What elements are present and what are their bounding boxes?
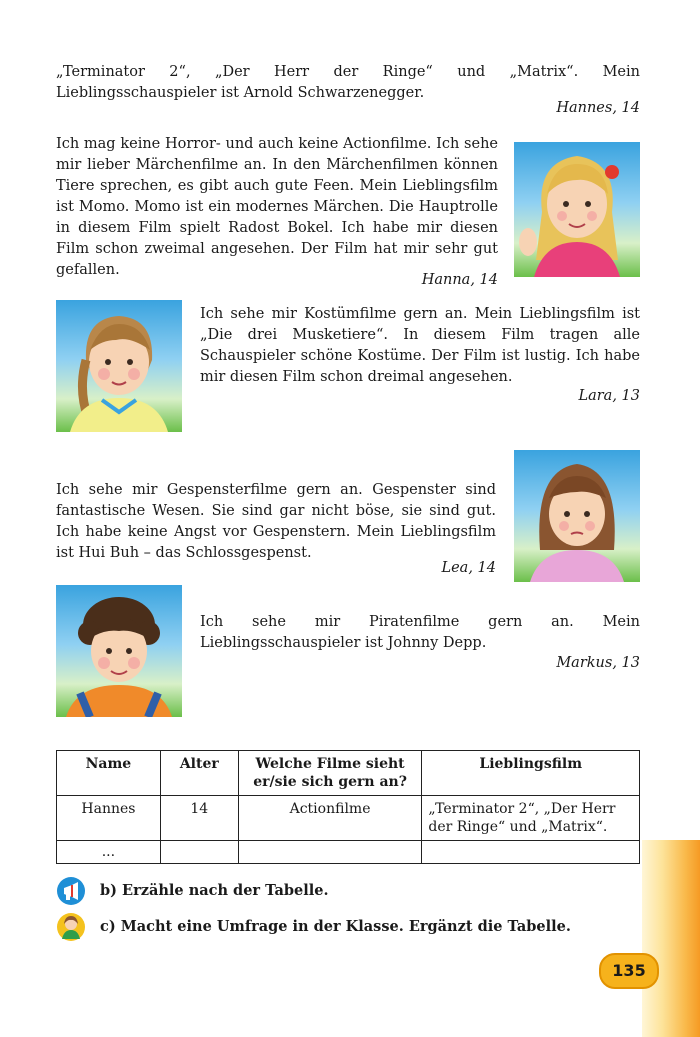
task-b-text: b) Erzähle nach der Tabelle. (100, 882, 329, 899)
hannes-signature: Hannes, 14 (556, 100, 640, 116)
girl-brown-hair-illustration (514, 450, 640, 582)
cell-age: 14 (160, 796, 238, 841)
girl-blonde-illustration (514, 142, 640, 277)
cell-favorite (422, 841, 640, 864)
cell-films (238, 841, 422, 864)
header-favorite: Lieblingsfilm (422, 751, 640, 796)
markus-portrait (56, 585, 182, 717)
lea-signature: Lea, 14 (441, 560, 496, 576)
lea-text: Ich sehe mir Gespensterfilme gern an. Gespenster sind fantastische Wesen. Sie sind gar nicht böse, sie sind gut. Ich habe keine Angst vor Gespenstern. Mein Lieblingsfilm ist Hui Buh – das Schlossgespenst. (56, 482, 496, 561)
table-header-row (57, 751, 640, 796)
survey-table (56, 750, 640, 864)
header-films: Welche Filme sieht er/sie sich gern an? (238, 751, 422, 796)
page-edge-stripe (642, 840, 700, 1037)
markus-text: Ich sehe mir Piratenfilme gern an. Mein Lieblingsschauspieler ist Johnny Depp. (200, 614, 640, 651)
header-name: Name (57, 751, 161, 796)
hanna-text: Ich mag keine Horror- und auch keine Actionfilme. Ich sehe mir lieber Märchenfilme an. In den Märchenfilmen können Tiere sprechen, es gibt auch gute Feen. Mein Lieblingsfilm ist Momo. Momo ist ein modernes Märchen. Die Hauptrolle in diesem Film spielt Radost Bokel. Ich habe mir diesen Film schon zweimal angesehen. Der Film hat mir sehr gut gefallen. (56, 136, 498, 278)
table-row (57, 796, 640, 841)
girl-braid-illustration (56, 300, 182, 432)
lara-text: Ich sehe mir Kostümfilme gern an. Mein Lieblingsfilm ist „Die drei Musketiere“. In diesem Film tragen alle Schauspieler schöne Kostüme. Der Film ist lustig. Ich habe mir diesen Film schon dreimal angesehen. (200, 306, 640, 385)
hannes-text: „Terminator 2“, „Der Herr der Ringe“ und „Matrix“. Mein Lieblingsschauspieler ist Arnold Schwarzenegger. (56, 64, 640, 101)
boy-curly-hair-illustration (56, 585, 182, 717)
cell-films: Actionfilme (238, 796, 422, 841)
cell-favorite: „Terminator 2“, „Der Herr der Ringe“ und „Matrix“. (422, 796, 640, 841)
lea-portrait (514, 450, 640, 582)
lara-portrait (56, 300, 182, 432)
lara-signature: Lara, 13 (578, 388, 640, 404)
cell-name: ... (57, 841, 161, 864)
cell-name: Hannes (57, 796, 161, 841)
pupil-icon (56, 912, 86, 942)
hanna-signature: Hanna, 14 (421, 272, 498, 288)
task-c-text: c) Macht eine Umfrage in der Klasse. Ergänzt die Tabelle. (100, 918, 571, 935)
markus-signature: Markus, 13 (556, 655, 640, 671)
table-row (57, 841, 640, 864)
cell-age (160, 841, 238, 864)
hanna-portrait (514, 142, 640, 277)
page-number: 135 (599, 953, 659, 989)
megaphone-icon (56, 876, 86, 906)
header-age: Alter (160, 751, 238, 796)
